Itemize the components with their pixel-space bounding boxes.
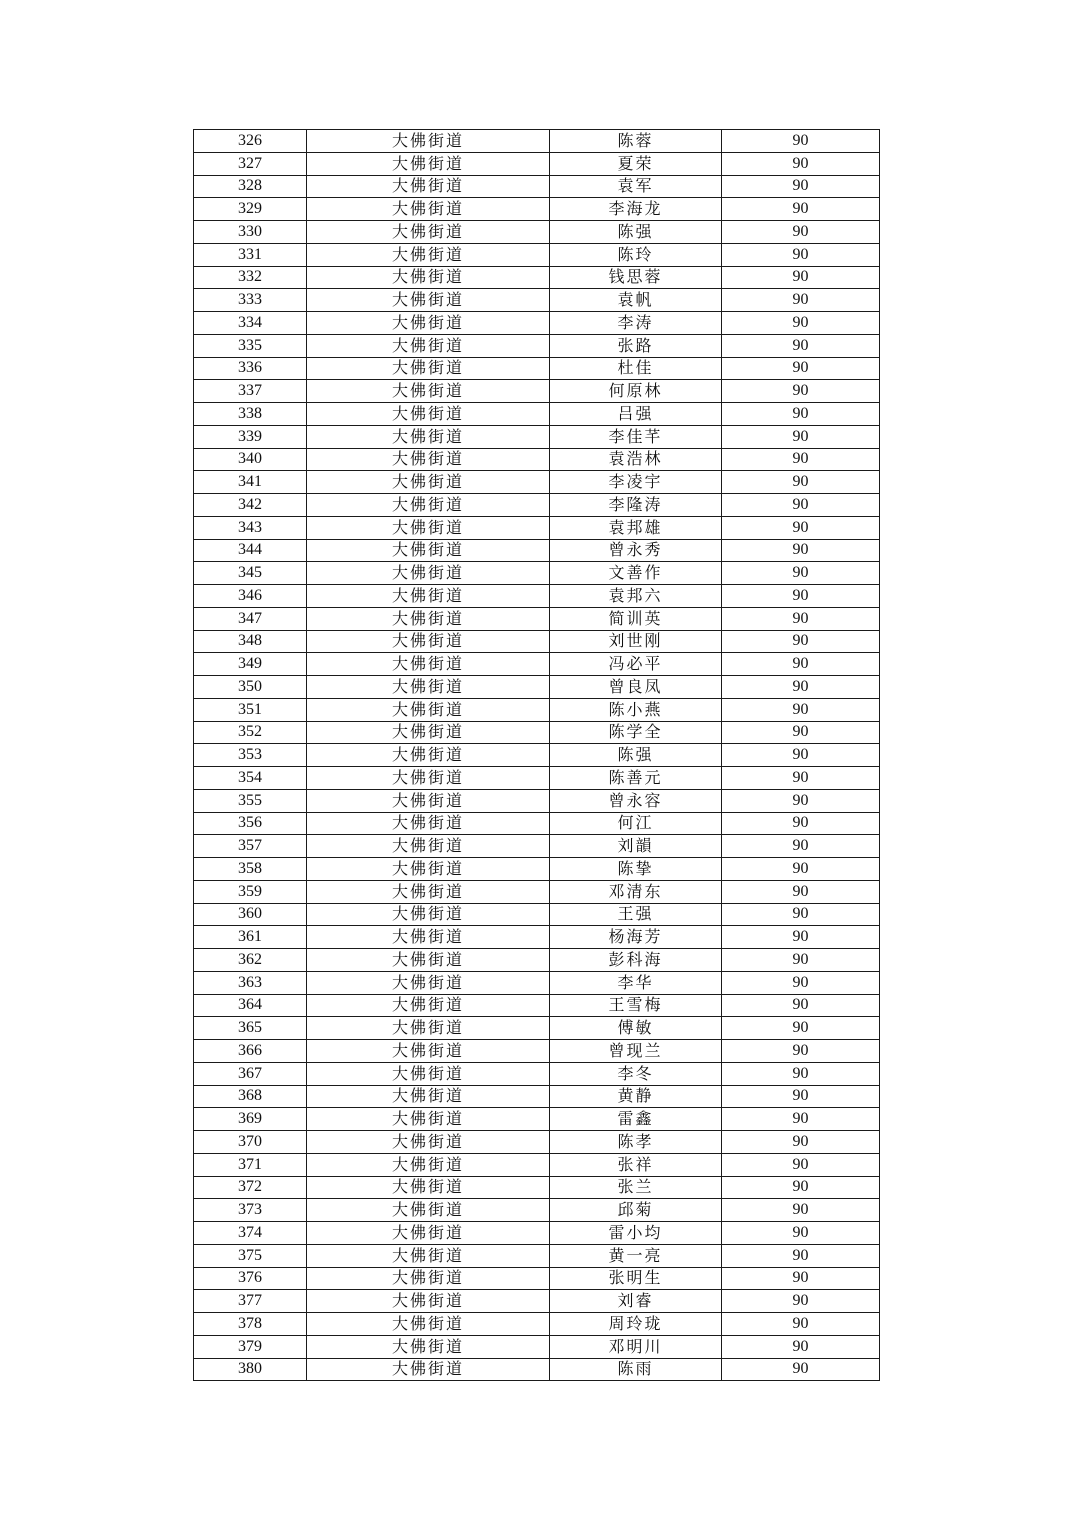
row-number-cell: 367 <box>194 1062 307 1085</box>
table-row <box>194 1199 880 1222</box>
street-cell: 大佛街道 <box>307 175 550 198</box>
street-cell: 大佛街道 <box>307 1153 550 1176</box>
street-cell: 大佛街道 <box>307 698 550 721</box>
row-number-cell: 326 <box>194 130 307 153</box>
person-name-cell: 李涛 <box>550 312 722 335</box>
score-cell: 90 <box>722 1085 880 1108</box>
score-cell: 90 <box>722 971 880 994</box>
street-cell: 大佛街道 <box>307 585 550 608</box>
table-row <box>194 425 880 448</box>
person-name-cell: 雷鑫 <box>550 1108 722 1131</box>
score-cell: 90 <box>722 403 880 426</box>
row-number-cell: 366 <box>194 1040 307 1063</box>
person-name-cell: 杨海芳 <box>550 926 722 949</box>
score-cell: 90 <box>722 130 880 153</box>
score-cell: 90 <box>722 266 880 289</box>
table-row <box>194 289 880 312</box>
row-number-cell: 329 <box>194 198 307 221</box>
person-name-cell: 曾现兰 <box>550 1040 722 1063</box>
row-number-cell: 358 <box>194 858 307 881</box>
row-number-cell: 350 <box>194 676 307 699</box>
street-cell: 大佛街道 <box>307 516 550 539</box>
row-number-cell: 359 <box>194 880 307 903</box>
row-number-cell: 371 <box>194 1153 307 1176</box>
street-cell: 大佛街道 <box>307 539 550 562</box>
street-cell: 大佛街道 <box>307 1131 550 1154</box>
table-row <box>194 175 880 198</box>
street-cell: 大佛街道 <box>307 198 550 221</box>
table-row <box>194 243 880 266</box>
person-name-cell: 李凌宇 <box>550 471 722 494</box>
street-cell: 大佛街道 <box>307 334 550 357</box>
score-cell: 90 <box>722 721 880 744</box>
person-name-cell: 陈蓉 <box>550 130 722 153</box>
score-cell: 90 <box>722 152 880 175</box>
score-cell: 90 <box>722 289 880 312</box>
score-cell: 90 <box>722 1267 880 1290</box>
table-row <box>194 1062 880 1085</box>
street-cell: 大佛街道 <box>307 494 550 517</box>
score-cell: 90 <box>722 835 880 858</box>
person-name-cell: 陈强 <box>550 744 722 767</box>
score-cell: 90 <box>722 789 880 812</box>
street-cell: 大佛街道 <box>307 630 550 653</box>
score-cell: 90 <box>722 243 880 266</box>
person-name-cell: 何原林 <box>550 380 722 403</box>
row-number-cell: 356 <box>194 812 307 835</box>
street-cell: 大佛街道 <box>307 721 550 744</box>
score-cell: 90 <box>722 1358 880 1381</box>
table-row <box>194 926 880 949</box>
table-row <box>194 539 880 562</box>
person-name-cell: 吕强 <box>550 403 722 426</box>
row-number-cell: 370 <box>194 1131 307 1154</box>
street-cell: 大佛街道 <box>307 243 550 266</box>
score-cell: 90 <box>722 607 880 630</box>
table-row <box>194 767 880 790</box>
street-cell: 大佛街道 <box>307 767 550 790</box>
street-cell: 大佛街道 <box>307 380 550 403</box>
score-cell: 90 <box>722 380 880 403</box>
street-cell: 大佛街道 <box>307 1358 550 1381</box>
table-row <box>194 1358 880 1381</box>
table-row <box>194 676 880 699</box>
person-name-cell: 陈小燕 <box>550 698 722 721</box>
score-cell: 90 <box>722 880 880 903</box>
person-name-cell: 陈孝 <box>550 1131 722 1154</box>
street-cell: 大佛街道 <box>307 130 550 153</box>
street-cell: 大佛街道 <box>307 676 550 699</box>
person-name-cell: 李海龙 <box>550 198 722 221</box>
street-cell: 大佛街道 <box>307 403 550 426</box>
row-number-cell: 352 <box>194 721 307 744</box>
person-name-cell: 李华 <box>550 971 722 994</box>
person-name-cell: 袁邦雄 <box>550 516 722 539</box>
table-row <box>194 1131 880 1154</box>
row-number-cell: 339 <box>194 425 307 448</box>
street-cell: 大佛街道 <box>307 994 550 1017</box>
table-row <box>194 1153 880 1176</box>
row-number-cell: 331 <box>194 243 307 266</box>
street-cell: 大佛街道 <box>307 949 550 972</box>
person-name-cell: 刘睿 <box>550 1290 722 1313</box>
person-name-cell: 张路 <box>550 334 722 357</box>
table-row <box>194 1176 880 1199</box>
street-cell: 大佛街道 <box>307 221 550 244</box>
person-name-cell: 陈学全 <box>550 721 722 744</box>
person-name-cell: 邓清东 <box>550 880 722 903</box>
person-name-cell: 张祥 <box>550 1153 722 1176</box>
row-number-cell: 332 <box>194 266 307 289</box>
street-cell: 大佛街道 <box>307 880 550 903</box>
score-cell: 90 <box>722 676 880 699</box>
person-name-cell: 何江 <box>550 812 722 835</box>
row-number-cell: 342 <box>194 494 307 517</box>
row-number-cell: 344 <box>194 539 307 562</box>
person-name-cell: 简训英 <box>550 607 722 630</box>
score-cell: 90 <box>722 1108 880 1131</box>
table-row <box>194 630 880 653</box>
table-row <box>194 858 880 881</box>
score-cell: 90 <box>722 1017 880 1040</box>
score-cell: 90 <box>722 1131 880 1154</box>
row-number-cell: 363 <box>194 971 307 994</box>
score-cell: 90 <box>722 949 880 972</box>
person-name-cell: 周玲珑 <box>550 1313 722 1336</box>
score-cell: 90 <box>722 1313 880 1336</box>
person-name-cell: 刘韻 <box>550 835 722 858</box>
street-cell: 大佛街道 <box>307 1062 550 1085</box>
table-row <box>194 721 880 744</box>
row-number-cell: 328 <box>194 175 307 198</box>
person-name-cell: 钱思蓉 <box>550 266 722 289</box>
person-name-cell: 文善作 <box>550 562 722 585</box>
person-name-cell: 冯必平 <box>550 653 722 676</box>
table-row <box>194 1244 880 1267</box>
person-name-cell: 陈善元 <box>550 767 722 790</box>
row-number-cell: 336 <box>194 357 307 380</box>
person-name-cell: 夏荣 <box>550 152 722 175</box>
street-cell: 大佛街道 <box>307 425 550 448</box>
row-number-cell: 372 <box>194 1176 307 1199</box>
table-row <box>194 516 880 539</box>
table-row <box>194 448 880 471</box>
row-number-cell: 379 <box>194 1335 307 1358</box>
table-row <box>194 266 880 289</box>
score-cell: 90 <box>722 926 880 949</box>
table-row <box>194 198 880 221</box>
score-cell: 90 <box>722 1335 880 1358</box>
row-number-cell: 345 <box>194 562 307 585</box>
row-number-cell: 364 <box>194 994 307 1017</box>
row-number-cell: 346 <box>194 585 307 608</box>
row-number-cell: 374 <box>194 1222 307 1245</box>
score-cell: 90 <box>722 994 880 1017</box>
person-name-cell: 张明生 <box>550 1267 722 1290</box>
street-cell: 大佛街道 <box>307 971 550 994</box>
row-number-cell: 354 <box>194 767 307 790</box>
street-cell: 大佛街道 <box>307 152 550 175</box>
person-name-cell: 袁军 <box>550 175 722 198</box>
score-cell: 90 <box>722 357 880 380</box>
person-name-cell: 李佳芊 <box>550 425 722 448</box>
table-row <box>194 949 880 972</box>
person-name-cell: 张兰 <box>550 1176 722 1199</box>
row-number-cell: 369 <box>194 1108 307 1131</box>
row-number-cell: 360 <box>194 903 307 926</box>
person-name-cell: 杜佳 <box>550 357 722 380</box>
score-cell: 90 <box>722 1222 880 1245</box>
street-cell: 大佛街道 <box>307 562 550 585</box>
street-cell: 大佛街道 <box>307 835 550 858</box>
person-name-cell: 雷小均 <box>550 1222 722 1245</box>
table-row <box>194 312 880 335</box>
person-name-cell: 黄一亮 <box>550 1244 722 1267</box>
score-cell: 90 <box>722 516 880 539</box>
street-cell: 大佛街道 <box>307 1244 550 1267</box>
table-row <box>194 380 880 403</box>
table-row <box>194 835 880 858</box>
score-cell: 90 <box>722 903 880 926</box>
row-number-cell: 365 <box>194 1017 307 1040</box>
score-cell: 90 <box>722 1062 880 1085</box>
person-name-cell: 袁帆 <box>550 289 722 312</box>
street-cell: 大佛街道 <box>307 1222 550 1245</box>
score-cell: 90 <box>722 812 880 835</box>
row-number-cell: 361 <box>194 926 307 949</box>
score-cell: 90 <box>722 175 880 198</box>
street-cell: 大佛街道 <box>307 607 550 630</box>
row-number-cell: 377 <box>194 1290 307 1313</box>
score-cell: 90 <box>722 448 880 471</box>
score-cell: 90 <box>722 767 880 790</box>
table-row <box>194 1108 880 1131</box>
score-cell: 90 <box>722 539 880 562</box>
table-row <box>194 1085 880 1108</box>
table-row <box>194 221 880 244</box>
person-name-cell: 陈强 <box>550 221 722 244</box>
roster-table-body <box>194 130 880 1381</box>
row-number-cell: 357 <box>194 835 307 858</box>
table-row <box>194 994 880 1017</box>
row-number-cell: 334 <box>194 312 307 335</box>
score-cell: 90 <box>722 471 880 494</box>
person-name-cell: 邱菊 <box>550 1199 722 1222</box>
table-row <box>194 471 880 494</box>
street-cell: 大佛街道 <box>307 1290 550 1313</box>
table-row <box>194 334 880 357</box>
street-cell: 大佛街道 <box>307 312 550 335</box>
table-row <box>194 357 880 380</box>
row-number-cell: 355 <box>194 789 307 812</box>
row-number-cell: 351 <box>194 698 307 721</box>
street-cell: 大佛街道 <box>307 1108 550 1131</box>
table-row <box>194 130 880 153</box>
row-number-cell: 376 <box>194 1267 307 1290</box>
street-cell: 大佛街道 <box>307 903 550 926</box>
street-cell: 大佛街道 <box>307 1267 550 1290</box>
row-number-cell: 330 <box>194 221 307 244</box>
score-cell: 90 <box>722 1290 880 1313</box>
roster-table <box>193 129 880 1381</box>
person-name-cell: 傅敏 <box>550 1017 722 1040</box>
person-name-cell: 袁浩林 <box>550 448 722 471</box>
score-cell: 90 <box>722 312 880 335</box>
score-cell: 90 <box>722 334 880 357</box>
score-cell: 90 <box>722 494 880 517</box>
score-cell: 90 <box>722 1176 880 1199</box>
row-number-cell: 341 <box>194 471 307 494</box>
street-cell: 大佛街道 <box>307 926 550 949</box>
street-cell: 大佛街道 <box>307 789 550 812</box>
table-row <box>194 971 880 994</box>
street-cell: 大佛街道 <box>307 471 550 494</box>
table-row <box>194 1313 880 1336</box>
table-row <box>194 1290 880 1313</box>
table-row <box>194 744 880 767</box>
row-number-cell: 348 <box>194 630 307 653</box>
table-row <box>194 903 880 926</box>
score-cell: 90 <box>722 1153 880 1176</box>
person-name-cell: 刘世刚 <box>550 630 722 653</box>
score-cell: 90 <box>722 744 880 767</box>
street-cell: 大佛街道 <box>307 1085 550 1108</box>
score-cell: 90 <box>722 653 880 676</box>
table-row <box>194 494 880 517</box>
person-name-cell: 陈挚 <box>550 858 722 881</box>
street-cell: 大佛街道 <box>307 1199 550 1222</box>
table-row <box>194 403 880 426</box>
table-row <box>194 1222 880 1245</box>
row-number-cell: 327 <box>194 152 307 175</box>
table-row <box>194 562 880 585</box>
table-row <box>194 1017 880 1040</box>
score-cell: 90 <box>722 425 880 448</box>
score-cell: 90 <box>722 221 880 244</box>
row-number-cell: 340 <box>194 448 307 471</box>
table-row <box>194 789 880 812</box>
person-name-cell: 李隆涛 <box>550 494 722 517</box>
score-cell: 90 <box>722 630 880 653</box>
table-row <box>194 607 880 630</box>
row-number-cell: 349 <box>194 653 307 676</box>
row-number-cell: 347 <box>194 607 307 630</box>
score-cell: 90 <box>722 198 880 221</box>
score-cell: 90 <box>722 858 880 881</box>
row-number-cell: 353 <box>194 744 307 767</box>
table-row <box>194 1267 880 1290</box>
score-cell: 90 <box>722 1199 880 1222</box>
row-number-cell: 362 <box>194 949 307 972</box>
table-row <box>194 880 880 903</box>
row-number-cell: 380 <box>194 1358 307 1381</box>
street-cell: 大佛街道 <box>307 1313 550 1336</box>
person-name-cell: 陈雨 <box>550 1358 722 1381</box>
street-cell: 大佛街道 <box>307 266 550 289</box>
street-cell: 大佛街道 <box>307 448 550 471</box>
person-name-cell: 曾永容 <box>550 789 722 812</box>
score-cell: 90 <box>722 1244 880 1267</box>
person-name-cell: 王强 <box>550 903 722 926</box>
row-number-cell: 368 <box>194 1085 307 1108</box>
person-name-cell: 陈玲 <box>550 243 722 266</box>
row-number-cell: 343 <box>194 516 307 539</box>
row-number-cell: 378 <box>194 1313 307 1336</box>
score-cell: 90 <box>722 562 880 585</box>
street-cell: 大佛街道 <box>307 1176 550 1199</box>
street-cell: 大佛街道 <box>307 1040 550 1063</box>
row-number-cell: 337 <box>194 380 307 403</box>
street-cell: 大佛街道 <box>307 1335 550 1358</box>
street-cell: 大佛街道 <box>307 1017 550 1040</box>
score-cell: 90 <box>722 585 880 608</box>
person-name-cell: 曾良凤 <box>550 676 722 699</box>
table-row <box>194 698 880 721</box>
table-row <box>194 1335 880 1358</box>
person-name-cell: 李冬 <box>550 1062 722 1085</box>
table-row <box>194 1040 880 1063</box>
score-cell: 90 <box>722 1040 880 1063</box>
table-row <box>194 152 880 175</box>
person-name-cell: 王雪梅 <box>550 994 722 1017</box>
street-cell: 大佛街道 <box>307 653 550 676</box>
street-cell: 大佛街道 <box>307 289 550 312</box>
row-number-cell: 333 <box>194 289 307 312</box>
person-name-cell: 彭科海 <box>550 949 722 972</box>
row-number-cell: 375 <box>194 1244 307 1267</box>
person-name-cell: 邓明川 <box>550 1335 722 1358</box>
table-row <box>194 585 880 608</box>
person-name-cell: 袁邦六 <box>550 585 722 608</box>
person-name-cell: 黄静 <box>550 1085 722 1108</box>
row-number-cell: 373 <box>194 1199 307 1222</box>
street-cell: 大佛街道 <box>307 744 550 767</box>
street-cell: 大佛街道 <box>307 357 550 380</box>
table-row <box>194 812 880 835</box>
table-row <box>194 653 880 676</box>
street-cell: 大佛街道 <box>307 812 550 835</box>
row-number-cell: 338 <box>194 403 307 426</box>
row-number-cell: 335 <box>194 334 307 357</box>
street-cell: 大佛街道 <box>307 858 550 881</box>
person-name-cell: 曾永秀 <box>550 539 722 562</box>
score-cell: 90 <box>722 698 880 721</box>
